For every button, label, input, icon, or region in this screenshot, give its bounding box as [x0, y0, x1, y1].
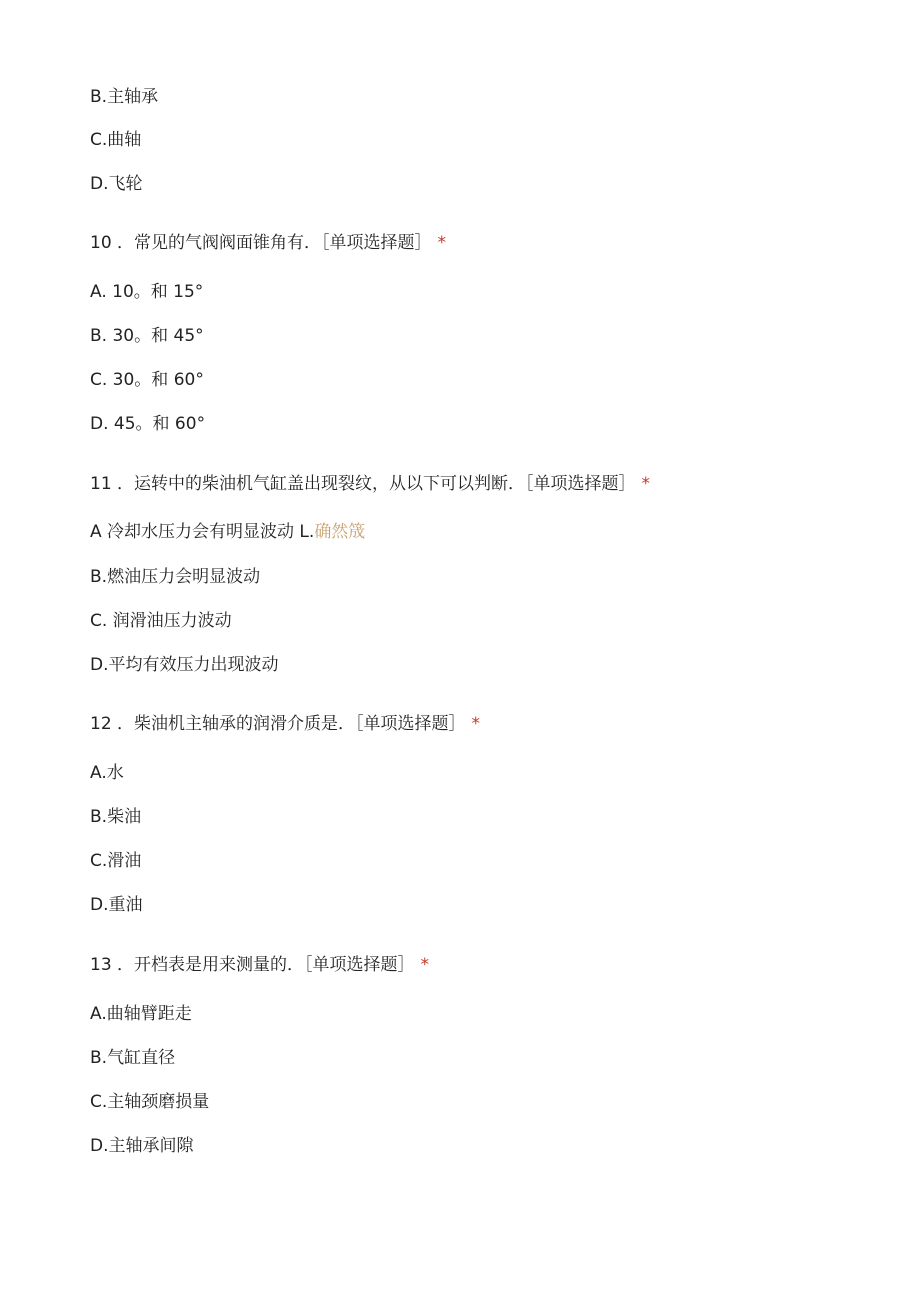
required-asterisk: * — [641, 474, 651, 494]
required-asterisk: * — [437, 233, 447, 253]
q10-option-c: C. 30。和 60° — [90, 370, 204, 390]
question-12 — [90, 713, 480, 735]
question-11-text: 11 ．运转中的柴油机气缸盖出现裂纹，从以下可以判断．［单项选择题］ — [90, 474, 636, 494]
q11-option-c: C. 润滑油压力波动 — [90, 611, 232, 631]
q10-option-d: D. 45。和 60° — [90, 414, 206, 434]
q10-option-b: B. 30。和 45° — [90, 326, 204, 346]
question-10-text: 10 ．常见的气阀阀面锥角有．［单项选择题］ — [90, 233, 432, 253]
q13-option-d: D.主轴承间隙 — [90, 1136, 194, 1156]
required-asterisk: * — [471, 714, 481, 734]
q13-option-a: A.曲轴臂距走 — [90, 1004, 192, 1024]
q12-option-a: A.水 — [90, 763, 124, 783]
q9-option-d: D.飞轮 — [90, 174, 143, 194]
question-11 — [90, 473, 650, 495]
q12-option-c: C.滑油 — [90, 851, 142, 871]
q11-option-a — [90, 521, 365, 543]
q11-option-b: B.燃油压力会明显波动 — [90, 567, 261, 587]
q12-option-b: B.柴油 — [90, 807, 142, 827]
q11-option-a-text: A 冷却水压力会有明显波动 L. — [90, 522, 315, 542]
question-12-text: 12 ．柴油机主轴承的润滑介质是．［单项选择题］ — [90, 714, 466, 734]
question-13-text: 13 ．开档表是用来测量的．［单项选择题］ — [90, 955, 415, 975]
question-13 — [90, 954, 429, 976]
q9-option-c: C.曲轴 — [90, 130, 142, 150]
required-asterisk: * — [420, 955, 430, 975]
q12-option-d: D.重油 — [90, 895, 143, 915]
question-10 — [90, 232, 446, 254]
q11-option-a-note: 确然筬 — [314, 522, 366, 542]
q9-option-b: B.主轴承 — [90, 87, 159, 107]
q10-option-a: A. 10。和 15° — [90, 282, 204, 302]
q13-option-c: C.主轴颈磨损量 — [90, 1092, 210, 1112]
q11-option-d: D.平均有效压力出现波动 — [90, 655, 279, 675]
q13-option-b: B.气缸直径 — [90, 1048, 176, 1068]
